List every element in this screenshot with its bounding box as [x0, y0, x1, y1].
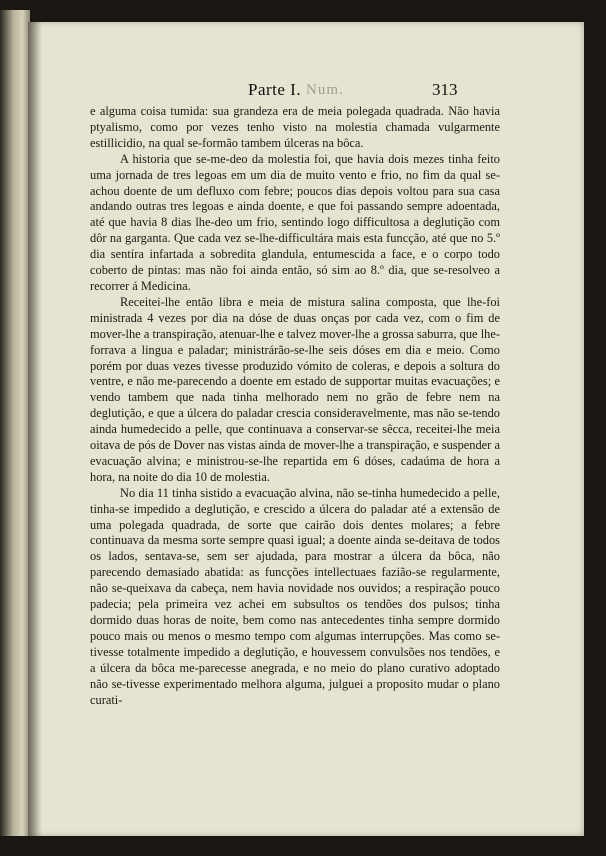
body-text: [90, 104, 500, 708]
paragraph-continuation: e alguma coisa tumida: sua grandeza era de meia polegada quadrada. Não havia ptyalismo, como por vezes tenho visto na molestia chamada vulgarmente estillicidio, na qual se-formão tambem úlceras na bôca.: [90, 104, 500, 150]
bleed-through-text: Num.: [306, 82, 344, 98]
paragraph-history: A historia que se-me-deo da molestia foi, que havia dois mezes tinha feito uma jornada de tres legoas em um dia de muito vento e frio, no fim da qual se-achou doente de um defluxo com febre; poucos dias depois voltou para sua casa andando outras tres legoas e ainda doente, e que foi passando sempre adoentada, até que havia 8 dias lhe-deo um frio, sentindo logo difficultosa a deglutição com dôr na garganta. Que cada vez se-lhe-difficultára mais esta funcção, até que no 5.º dia sentíra infartada a sobredita glandula, entumescida a face, e o corpo todo coberto de pintas: mas não foi ainda então, só sim ao 8.º dia, que se-resolveo a recorrer á Medicina.: [90, 151, 500, 293]
facing-page-edge: [0, 10, 30, 836]
book-page: [28, 22, 584, 836]
page-gutter-shadow: [28, 22, 42, 836]
page-number: 313: [432, 80, 458, 99]
paragraph-treatment: Receitei-lhe então libra e meia de mistura salina composta, que lhe-foi ministrada 4 vezes por dia na dóse de duas onças por cada vez, com o fim de mover-lhe a transpiração, atenuar-lhe e talvez mover-lhe a grossa saburra, que lhe-forrava a lingua e paladar; ministrárão-se-lhe seis dóses em dia e meio. Como porém por duas vezes tivesse produzido vómito de coleras, e depois a soltura do ventre, e não me-parecendo a doente em estado de supportar muitas evacuações; e vendo tambem que nada tinha melhorado nem no grão de febre nem na deglutição, e que a úlcera do paladar crescia consideravelmente, mas não se-tendo ainda humedecido a pelle, que continuava a conservar-se sêcca, receitei-lhe meia oitava de pós de Dover nas vistas ainda de mover-lhe a transpiração, e suspender a evacuação alvina; e ministrou-se-lhe repartida em 6 dóses, cadaúma de hora a hora, na noite do dia 10 de molestia.: [90, 294, 500, 484]
paragraph-day-11: No dia 11 tinha sistido a evacuação alvina, não se-tinha humedecido a pelle, tinha-se impedido a deglutição, e crescido a úlcera do paladar até a extensão de uma polegada quadrada, de sorte que cairão dois dentes molares; a febre continuava da mesma sorte sempre quasi igual; a doente ainda se-deitava de todos os lados, sentava-se, sem ser ajudada, para mostrar a úlcera da bôca, não parecendo demasiado abatida: as funcções intellectuaes fazião-se regularmente, não se-queixava da cabeça, nem havia novidade nos ouvidos; a respiração pouco padecia; pela primeira vez achei em subsultos os tendões dos pulsos; tinha dormido duas horas de noite, bem como nas antecedentes tinha sempre dormido pouco mais ou menos o mesmo tempo com algumas interrupções. Mas como se-tivesse totalmente impedido a deglutição, e houvessem convulsões nos tendões, e a úlcera da bôca me-parecesse anegrada, e no meio do plano curativo adoptado não se-tivesse experimentado melhora alguma, julguei a proposito mudar o plano curati-: [90, 485, 500, 707]
running-head: Parte I.: [248, 80, 302, 99]
